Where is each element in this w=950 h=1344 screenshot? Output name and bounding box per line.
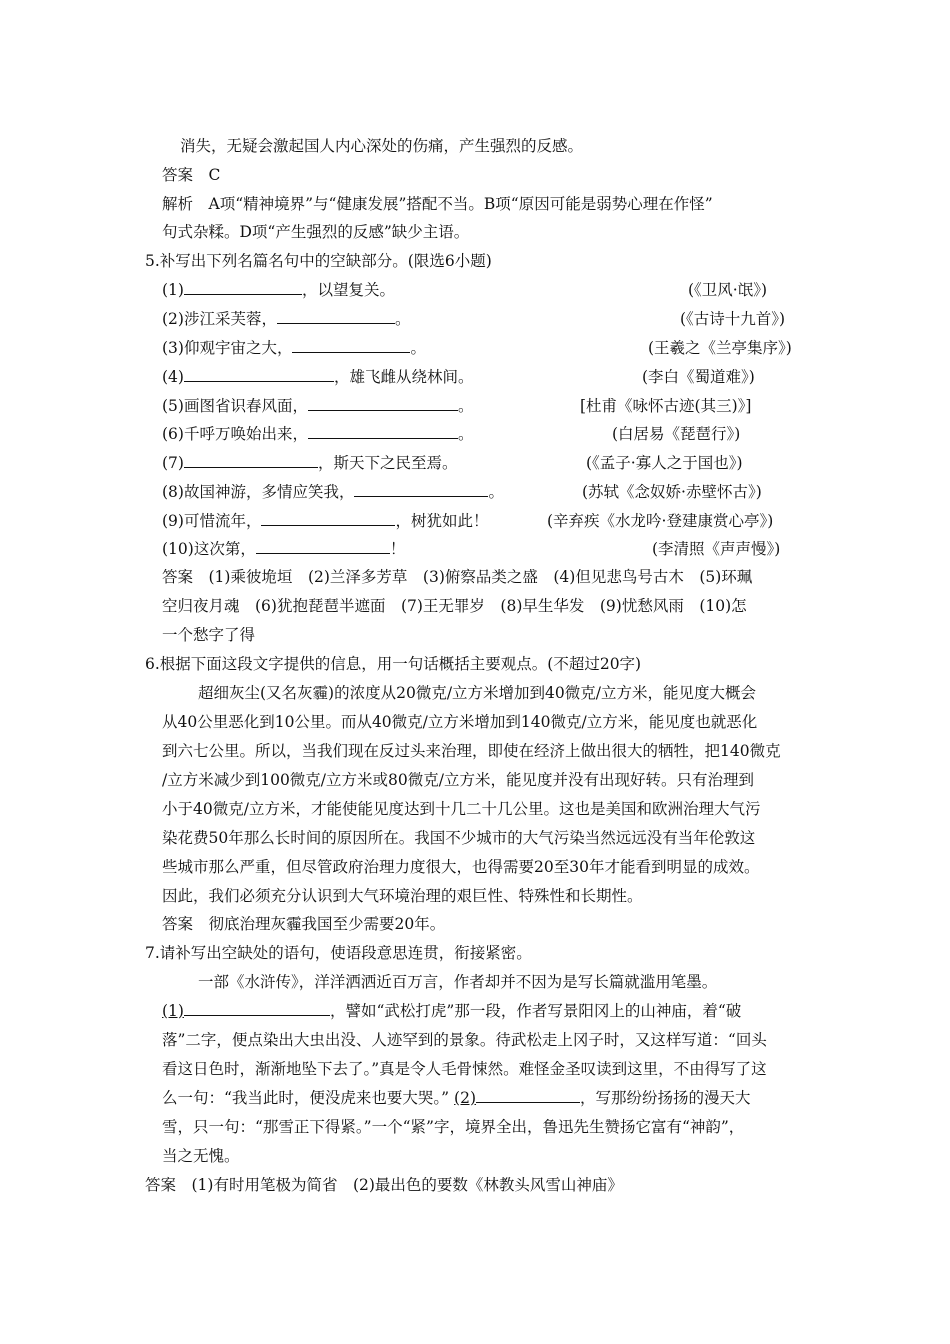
q7-blank-2 <box>476 1088 580 1103</box>
q6-passage-line-1: 超细灰尘(又名灰霾)的浓度从20微克/立方米增加到40微克/立方米，能见度大概会 <box>198 684 756 702</box>
q5-item-blank <box>354 482 488 497</box>
q5-item <box>162 309 411 329</box>
q5-item-text-after: ，以望复关。 <box>301 281 395 299</box>
q5-item-blank <box>308 396 458 411</box>
q7-blank-1 <box>184 1001 330 1016</box>
q5-item-source: (辛弃疾《水龙吟·登建康赏心亭》) <box>547 512 774 530</box>
q5-item-text-before: 这次第， <box>193 540 256 558</box>
q5-answer-line-1: 答案 (1)乘彼垝垣 (2)兰泽多芳草 (3)俯察品类之盛 (4)但见悲鸟号古木 (5)环珮 <box>162 568 753 586</box>
q5-item-text-before: 故国神游，多情应笑我， <box>183 483 355 501</box>
q6-passage-line-5: 小于40微克/立方米，才能使能见度达到十几二十几公里。这也是美国和欧洲治理大气污 <box>162 800 761 818</box>
q7-line-1: 一部《水浒传》，洋洋洒洒近百万言，作者却并不因为是写长篇就滥用笔墨。 <box>198 973 718 991</box>
q5-item-source: (王羲之《兰亭集序》) <box>648 339 792 357</box>
q5-item <box>162 453 457 473</box>
q5-item-text-after: 。 <box>488 483 504 501</box>
q7-blank-1-label: (1) <box>162 1002 184 1020</box>
q5-item-blank <box>308 424 458 439</box>
q5-item-blank <box>256 539 390 554</box>
q5-item-text-before: 仰观宇宙之大， <box>183 339 293 357</box>
q7-line-2 <box>162 1001 741 1021</box>
q5-item-source: (《孟子·寡人之于国也》) <box>586 454 743 472</box>
q6-passage-line-4: /立方米减少到100微克/立方米或80微克/立方米，能见度并没有出现好转。只有治理到 <box>162 771 754 789</box>
q4-answer: 答案 C <box>162 166 221 184</box>
q7-line-5-post: ，写那纷纷扬扬的漫天大 <box>580 1089 751 1107</box>
q7-line-5-pre: 么一句：“我当此时，便没虎来也要大哭。” <box>162 1089 450 1107</box>
q5-item-number: (6) <box>162 425 184 443</box>
q5-item <box>162 482 504 502</box>
q4-analysis-line-1: 解析 A项“精神境界”与“健康发展”搭配不当。B项“原因可能是弱势心理在作怪” <box>162 195 713 213</box>
q7-line-3: 落”二字，便点染出大虫出没、人迹罕到的景象。待武松走上冈子时，又这样写道：“回头 <box>162 1031 767 1049</box>
q7-line-6: 雪，只一句：“那雪正下得紧。”一个“紧”字，境界全出，鲁迅先生赞扬它富有“神韵”， <box>162 1118 745 1136</box>
q7-line-2-text: ，譬如“武松打虎”那一段，作者写景阳冈上的山神庙，着“破 <box>329 1002 742 1020</box>
q5-item-number: (8) <box>162 483 184 501</box>
q5-item-text-before: 可惜流年， <box>183 512 262 530</box>
q5-item <box>162 424 474 444</box>
q6-passage-line-6: 染花费50年那么长时间的原因所在。我国不少城市的大气污染当然远远没有当年伦敦这 <box>162 829 756 847</box>
q5-item-number: (5) <box>162 397 184 415</box>
q5-item-text-after: 。 <box>457 425 474 443</box>
q5-item-number: (3) <box>162 339 184 357</box>
q5-item-number: (4) <box>162 368 184 386</box>
q5-item-text-after: 。 <box>410 339 426 357</box>
q5-item-blank <box>184 453 318 468</box>
q5-answer-line-2: 空归夜月魂 (6)犹抱琵琶半遮面 (7)王无罪岁 (8)早生华发 (9)忧愁风雨 (10)怎 <box>162 597 747 615</box>
q5-item <box>162 396 474 416</box>
q5-item-source: (《古诗十九首》) <box>680 310 786 328</box>
q5-item-text-after: ，斯天下之民至焉。 <box>317 454 458 472</box>
q7-answer: 答案 (1)有时用笔极为简省 (2)最出色的要数《林教头风雪山神庙》 <box>145 1176 623 1194</box>
q5-item-source: [杜甫《咏怀古迹(其三)》] <box>580 397 752 415</box>
q5-item-text-after: ，雄飞雌从绕林间。 <box>333 368 474 386</box>
q5-item-number: (7) <box>162 454 184 472</box>
q7-stem: 7.请补写出空缺处的语句，使语段意思连贯，衔接紧密。 <box>145 944 532 962</box>
q5-item-text-before: 千呼万唤始出来， <box>183 425 308 443</box>
q5-item-blank <box>184 367 334 382</box>
q5-item-text-after: ！ <box>389 540 406 558</box>
q5-item-number: (2) <box>162 310 184 328</box>
q5-item <box>162 539 405 559</box>
q5-item-blank <box>292 338 410 353</box>
q7-blank-2-label: (2) <box>454 1089 477 1107</box>
q5-item <box>162 338 426 358</box>
q5-answer-line-3: 一个愁字了得 <box>162 626 256 644</box>
q5-item-source: (李清照《声声慢》) <box>652 540 781 558</box>
q5-item-text-before: 涉江采芙蓉， <box>183 310 277 328</box>
q5-item-source: (苏轼《念奴娇·赤壁怀古》) <box>582 483 762 501</box>
q5-item-source: (白居易《琵琶行》) <box>612 425 741 443</box>
q5-item-text-before: 画图省识春风面， <box>183 397 308 415</box>
q5-item <box>162 280 395 300</box>
q5-item <box>162 367 473 387</box>
q5-item-blank <box>184 280 302 295</box>
q6-passage-line-8: 因此，我们必须充分认识到大气环境治理的艰巨性、特殊性和长期性。 <box>162 887 643 905</box>
q5-item-text-after: ，树犹如此！ <box>395 512 489 530</box>
q5-item-source: (《卫风·氓》) <box>688 281 768 299</box>
q6-passage-line-3: 到六七公里。所以，当我们现在反过头来治理，即使在经济上做出很大的牺牲，把140微克 <box>162 742 781 760</box>
q5-item-text-after: 。 <box>394 310 411 328</box>
q5-item-blank <box>277 309 395 324</box>
q7-line-7: 当之无愧。 <box>162 1147 240 1165</box>
q6-passage-line-2: 从40公里恶化到10公里。而从40微克/立方米增加到140微克/立方米，能见度也就恶化 <box>162 713 758 731</box>
q5-item-blank <box>261 511 395 526</box>
q5-item-number: (1) <box>162 281 184 299</box>
q5-item-number: (10) <box>162 540 194 558</box>
q6-stem: 6.根据下面这段文字提供的信息，用一句话概括主要观点。(不超过20字) <box>145 655 642 673</box>
q6-answer: 答案 彻底治理灰霾我国至少需要20年。 <box>162 915 446 933</box>
q7-line-5 <box>162 1088 751 1108</box>
q5-item-text-after: 。 <box>457 397 474 415</box>
q5-item-source: (李白《蜀道难》) <box>642 368 755 386</box>
q7-line-4: 看这日色时，渐渐地坠下去了。”真是令人毛骨悚然。难怪金圣叹读到这里，不由得写了这 <box>162 1060 767 1078</box>
q4-analysis-line-2: 句式杂糅。D项“产生强烈的反感”缺少主语。 <box>162 223 470 241</box>
q5-item <box>162 511 489 531</box>
q5-stem: 5.补写出下列名篇名句中的空缺部分。(限选6小题) <box>145 252 492 270</box>
q4-text-line: 消失，无疑会激起国人内心深处的伤痛，产生强烈的反感。 <box>180 137 584 155</box>
q6-passage-line-7: 些城市那么严重，但尽管政府治理力度很大，也得需要20至30年才能看到明显的成效。 <box>162 858 760 876</box>
q5-item-number: (9) <box>162 512 184 530</box>
